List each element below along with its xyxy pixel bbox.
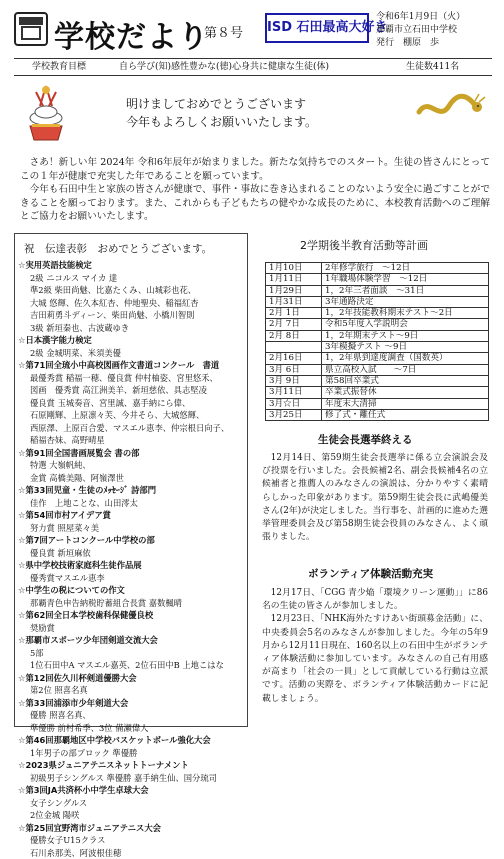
goal-text: 自ら学び(知)感性豊かな(徳)心身共に健康な生徒(体) — [119, 59, 329, 75]
award-detail: 優良賞 玉城奏音、宮里誠、嘉手納にら偉、 — [18, 397, 246, 410]
award-title: ☆第25回宜野湾市ジュニアテニス大会 — [18, 822, 246, 835]
awards-heading: 祝 伝達表彰 おめでとうございます。 — [24, 241, 212, 256]
schedule-event: 卒業式振替休 — [322, 387, 489, 398]
award-title: ☆第33回浦添市少年剣道大会 — [18, 697, 246, 710]
award-title: ☆第54回市村アイデア賞 — [18, 509, 246, 522]
schedule-row — [266, 319, 489, 330]
award-detail: 2級 ニコルス マイカ 達 — [18, 272, 246, 285]
schedule-date: 3月☆日 — [266, 398, 322, 409]
volunteer-text — [262, 587, 488, 706]
award-detail: 努力賞 照屋菜々美 — [18, 522, 246, 535]
schedule-row — [266, 330, 489, 341]
schedule-row — [266, 398, 489, 409]
award-detail: 特選 大嶺帆純、 — [18, 459, 246, 472]
intro-paragraph-1: さあ！新しい年 2024年 令和6年辰年が始まりました。新たな気持ちでのスタート。生徒の皆さんにとってこの１年が健康で充実した年であることを願っています。 — [20, 156, 490, 183]
election-paragraph: 12月14日、第59期生徒会長選挙に係る立会演説会及び投票を行いました。会長候補2名、副会長候補4名の立候補者と推薦人のみなさんの演説は、分かりやすく素晴らしかった印象があります。第59期生徒会長に武嶋優美さん(2年)が決定しました。当行事を、計画的に進めた選挙管理委員会及び第58期生徒会役員のみなさん、よく頑張りました。 — [262, 452, 488, 544]
award-title: ☆実用英語技能検定 — [18, 259, 246, 272]
school-logo-icon — [14, 12, 48, 46]
volunteer-paragraph-2: 12月23日、「NHK海外たすけあい街頭募金活動」に、中央委員会5名のみなさんが参加しました。今年の5年9月から12月11日現在、160名以上の石田中生がボランティア体験活動に参加しています。みなさんの自己有用感が高まり「社会の一員」として貢献している行動は立派です。活動の実際を、ボランティア体験活動カードに記載しましょう。 — [262, 613, 488, 705]
schedule-row — [266, 285, 489, 296]
schedule-event: 県立高校入試 ～7日 — [322, 364, 489, 375]
award-title: ☆第12回佐久川杯剣道優勝大会 — [18, 672, 246, 685]
schedule-date: 2月16日 — [266, 353, 322, 364]
award-detail: 準2級 柴田尚魅、比嘉たくみ、山城彩也花、 — [18, 284, 246, 297]
schedule-date: 1月11日 — [266, 274, 322, 285]
schedule-date — [266, 342, 322, 353]
award-detail: 西原澤、上原百合愛、マスエル恵李、仲宗根日向子、 — [18, 422, 246, 435]
award-title: ☆日本漢字能力検定 — [18, 334, 246, 347]
award-detail: 優秀賞マスエル恵李 — [18, 572, 246, 585]
award-title: ☆2023県ジュニアテニスネットトーナメント — [18, 759, 246, 772]
election-text — [262, 452, 488, 544]
award-title: ☆第71回全琉小中高校図画作文書道コンクール 書道 — [18, 359, 246, 372]
schedule-event: 第58回卒業式 — [322, 375, 489, 386]
issuer-name: 発行 棚原 歩 — [376, 37, 465, 50]
schedule-row — [266, 263, 489, 274]
award-detail: 3級 新垣秦也、古波蔵ゆき — [18, 322, 246, 335]
school-goal-bar — [14, 58, 492, 76]
schedule-date: 3月11日 — [266, 387, 322, 398]
award-detail: 準優勝 前村希季、3位 備瀬偉人 — [18, 722, 246, 735]
greeting-line-1: 明けましておめでとうございます — [126, 95, 306, 112]
award-detail: 2級 金城明菜、米須美優 — [18, 347, 246, 360]
publication-date: 令和6年1月9日（火） — [376, 11, 465, 24]
schedule-date: 1月31日 — [266, 296, 322, 307]
schedule-event: 1年職場体験学習 ～12日 — [322, 274, 489, 285]
schedule-row — [266, 409, 489, 420]
schedule-date: 2月 7日 — [266, 319, 322, 330]
schedule-event: 2年修学旅行 ～12日 — [322, 263, 489, 274]
schedule-date: 3月 6日 — [266, 364, 322, 375]
award-detail: 2位金城 陽咲 — [18, 809, 246, 822]
award-detail: 石原剛輝、上原凛々芙、今井そら、大城悠輝、 — [18, 409, 246, 422]
schedule-row — [266, 353, 489, 364]
slogan-badge: ISD 石田最高大好き — [265, 13, 369, 43]
student-count: 生徒数411名 — [406, 59, 459, 75]
award-title: ☆第91回全国書画展覧会 書の部 — [18, 447, 246, 460]
award-detail: 第2位 照喜名真 — [18, 684, 246, 697]
schedule-event: 年度末大清掃 — [322, 398, 489, 409]
election-title: 生徒会長選挙終える — [318, 432, 413, 447]
award-detail: 最優秀賞 稲福一穂、優良賞 仲村柚姿、宮里悠禾、 — [18, 372, 246, 385]
intro-paragraph-2: 今年も石田中生と家族の皆さんが健康で、事件・事故に巻き込まれることのないよう安全に過ごすことができることを願っております。また、これからも子どもたちの健やかな成長のために、本校教育活動へのご理解とご協力をお願いいたします。 — [20, 183, 490, 224]
awards-list — [18, 259, 246, 859]
schedule-event: 1，2年技能教科期末テスト～2日 — [322, 308, 489, 319]
schedule-date: 3月 9日 — [266, 375, 322, 386]
schedule-date: 3月25日 — [266, 409, 322, 420]
schedule-event: 1，2年三者面談 ～31日 — [322, 285, 489, 296]
award-detail: 5部 — [18, 647, 246, 660]
award-title: ☆中学生の税についての作文 — [18, 584, 246, 597]
schedule-event: 1，2年期末テスト～9日 — [322, 330, 489, 341]
newsletter-title: 学校だより — [54, 12, 209, 56]
schedule-event: 3年通路決定 — [322, 296, 489, 307]
schedule-row — [266, 342, 489, 353]
schedule-row — [266, 296, 489, 307]
dragon-icon — [415, 88, 485, 128]
award-detail: 大城 悠輝、佐久本紅杏、仲地聖央、稲福紅杏 — [18, 297, 246, 310]
schedule-event: 1，2年県到達度調査（国数英） — [322, 353, 489, 364]
award-detail: 図画 優秀賞 高江洲美羊、新垣慈依、具志堅凌 — [18, 384, 246, 397]
award-title: ☆県中学校技術家庭科生徒作品展 — [18, 559, 246, 572]
schedule-table — [265, 262, 489, 421]
award-detail: 1位石田中A マスエル嘉英、2位石田中B 上地こはな — [18, 659, 246, 672]
award-detail: 石川糸那美、阿波根佳穂 — [18, 847, 246, 859]
schedule-row — [266, 364, 489, 375]
schedule-event: 修了式・離任式 — [322, 409, 489, 420]
schedule-date: 1月29日 — [266, 285, 322, 296]
award-title: ☆第46回那覇地区中学校バスケットボール強化大会 — [18, 734, 246, 747]
award-title: ☆第3回JA共済杯小中学生卓球大会 — [18, 784, 246, 797]
schedule-title: 2学期後半教育活動等計画 — [300, 237, 428, 253]
goal-label: 学校教育目標 — [32, 59, 86, 75]
volunteer-title: ボランティア体験活動充実 — [308, 566, 433, 581]
award-detail: 優良賞 新垣麻依 — [18, 547, 246, 560]
schedule-date: 2月 8日 — [266, 330, 322, 341]
award-detail: 佳作 上地ことな、山田澪太 — [18, 497, 246, 510]
kagamimochi-ornament-icon — [22, 82, 70, 144]
award-detail: 稲福杏妹、高野晴星 — [18, 434, 246, 447]
award-title: ☆第7回アートコンクール中学校の部 — [18, 534, 246, 547]
award-title: ☆那覇市スポーツ少年団剣道交流大会 — [18, 634, 246, 647]
school-name: 那覇市立石田中学校 — [376, 24, 465, 37]
award-detail: 初級男子シングルス 準優勝 嘉手納生仙、国分琉司 — [18, 772, 246, 785]
schedule-event: 3年模擬テスト ～9日 — [322, 342, 489, 353]
schedule-date: 1月10日 — [266, 263, 322, 274]
publication-info — [376, 11, 465, 50]
award-detail: 金賞 高橋美陽、阿嶺澤世 — [18, 472, 246, 485]
schedule-row — [266, 387, 489, 398]
intro-text — [20, 156, 490, 224]
schedule-row — [266, 375, 489, 386]
volunteer-paragraph-1: 12月17日、「CGG 青少焔「環境クリーン運動」」に86名の生徒の皆さんが参加しました。 — [262, 587, 488, 613]
issue-number: 第８号 — [204, 22, 243, 41]
schedule-row — [266, 274, 489, 285]
award-detail: 那覇青色申告納税貯蓄組合長賞 嘉数楓晴 — [18, 597, 246, 610]
award-detail: 女子シングルス — [18, 797, 246, 810]
award-detail: 吉田莉勇斗ディーン、柴田尚魅、小橋川智則 — [18, 309, 246, 322]
schedule-date: 2月 1日 — [266, 308, 322, 319]
award-title: ☆第33回児童・生徒のﾒｯｾｰｼﾞ 詩部門 — [18, 484, 246, 497]
greeting-line-2: 今年もよろしくお願いいたします。 — [126, 113, 317, 130]
schedule-event: 令和5年度入学説明会 — [322, 319, 489, 330]
award-detail: 優勝女子U15クラス — [18, 834, 246, 847]
award-detail: 1年男子の部ブロック 準優勝 — [18, 747, 246, 760]
award-title: ☆第62回全日本学校歯科保健優良校 — [18, 609, 246, 622]
award-detail: 奨励賞 — [18, 622, 246, 635]
award-detail: 優勝 照喜名真、 — [18, 709, 246, 722]
schedule-row — [266, 308, 489, 319]
